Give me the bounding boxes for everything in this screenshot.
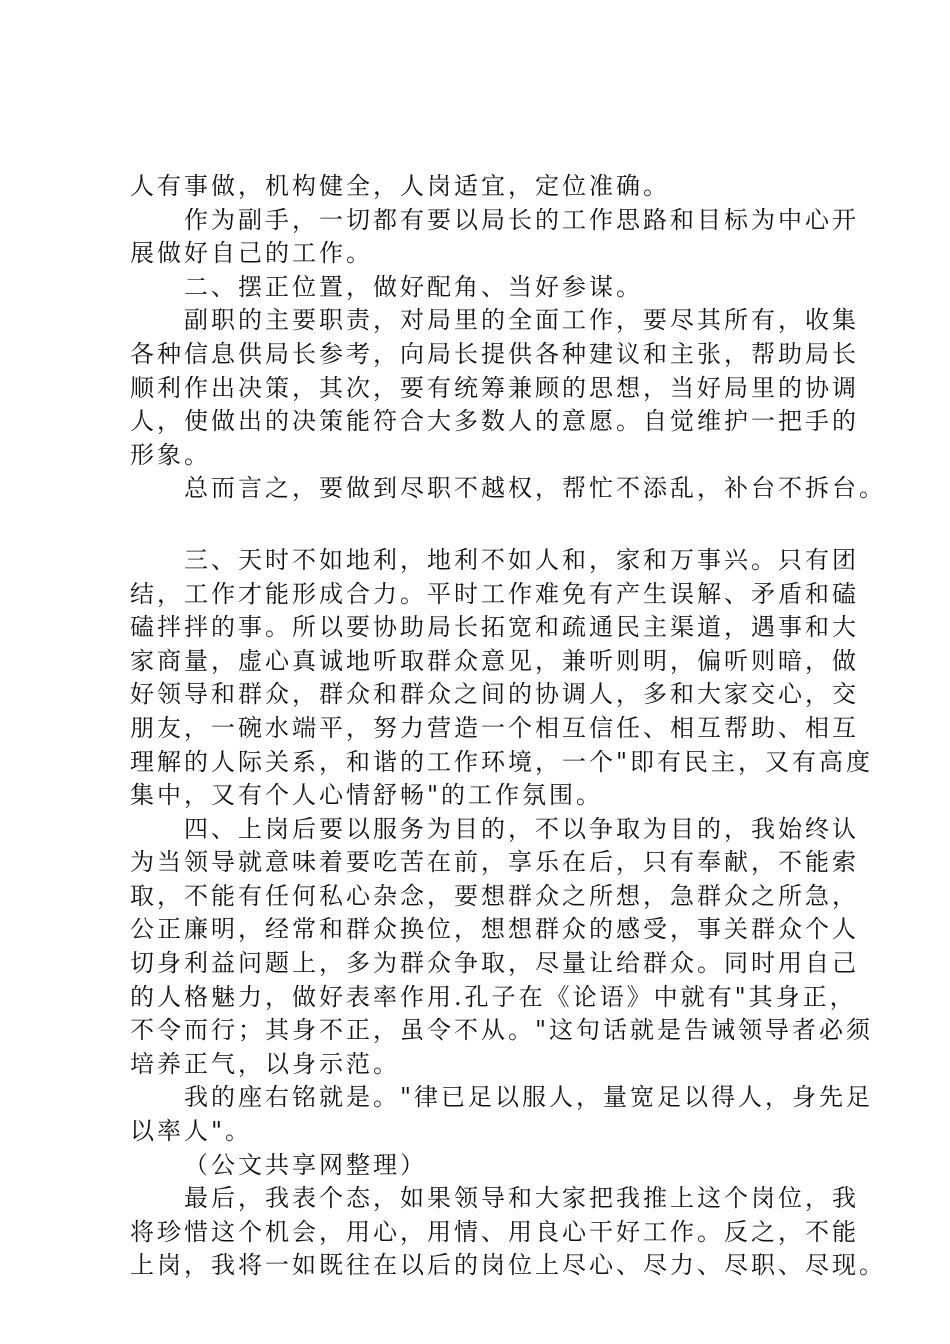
text-line: 作为副手，一切都有要以局长的工作思路和目标为中心开 <box>184 205 859 234</box>
paragraph-gap <box>130 506 835 544</box>
text-line: 顺利作出决策，其次，要有统筹兼顾的思想，当好局里的协调 <box>130 373 859 402</box>
section-heading: 三、天时不如地利，地利不如人和，家和万事兴。只有团 <box>184 545 859 574</box>
text-line: 好领导和群众，群众和群众之间的协调人，多和大家交心，交 <box>130 680 859 709</box>
text-line: 公正廉明，经常和群众换位，想想群众的感受，事关群众个人 <box>130 915 859 944</box>
document-body <box>130 170 886 1283</box>
text-line: 家商量，虚心真诚地听取群众意见，兼听则明，偏听则暗，做 <box>130 646 859 675</box>
text-line: 各种信息供局长参考，向局长提供各种建议和主张，帮助局长 <box>130 339 859 368</box>
text-line: 朋友，一碗水端平，努力营造一个相互信任、相互帮助、相互 <box>130 713 859 742</box>
text-line: 切身利益问题上，多为群众争取，尽量让给群众。同时用自己 <box>130 949 859 978</box>
text-line: 我的座右铭就是。"律已足以服人，量宽足以得人，身先足 <box>184 1083 874 1112</box>
text-line: 最后，我表个态，如果领导和大家把我推上这个岗位，我 <box>184 1184 859 1213</box>
text-line: 为当领导就意味着要吃苦在前，享乐在后，只有奉献，不能索 <box>130 848 859 877</box>
text-line: 结，工作才能形成合力。平时工作难免有产生误解、矛盾和磕 <box>130 579 859 608</box>
text-line: 磕拌拌的事。所以要协助局长拓宽和疏通民主渠道，遇事和大 <box>130 613 859 642</box>
text-line: 集中，又有个人心情舒畅"的工作氛围。 <box>130 781 604 810</box>
text-line: 总而言之，要做到尽职不越权，帮忙不添乱，补台不拆台。 <box>184 474 886 503</box>
text-line: 不令而行；其身不正，虽令不从。"这句话就是告诫领导者必须 <box>130 1016 874 1045</box>
text-line: 展做好自己的工作。 <box>130 239 373 268</box>
text-line: 以率人"。 <box>130 1117 253 1146</box>
text-line: 培养正气，以身示范。 <box>130 1049 400 1078</box>
text-line: 人有事做，机构健全，人岗适宜，定位准确。 <box>130 172 670 200</box>
text-line: 上岗，我将一如既往在以后的岗位上尽心、尽力、尽职、尽现。 <box>130 1251 886 1280</box>
section-heading: 四、上岗后要以服务为目的，不以争取为目的，我始终认 <box>184 814 859 843</box>
text-line: 副职的主要职责，对局里的全面工作，要尽其所有，收集 <box>184 306 859 335</box>
text-line: 形象。 <box>130 440 211 469</box>
text-line: 理解的人际关系，和谐的工作环境，一个"即有民主，又有高度 <box>130 747 874 776</box>
source-note: （公文共享网整理） <box>184 1150 427 1179</box>
text-line: 的人格魅力，做好表率作用.孔子在《论语》中就有"其身正， <box>130 982 857 1011</box>
text-line: 取，不能有任何私心杂念，要想群众之所想，急群众之所急， <box>130 881 859 910</box>
text-line: 人，使做出的决策能符合大多数人的意愿。自觉维护一把手的 <box>130 407 859 436</box>
text-line: 将珍惜这个机会，用心，用情、用良心干好工作。反之，不能 <box>130 1217 859 1246</box>
section-heading: 二、摆正位置，做好配角、当好参谋。 <box>184 272 643 301</box>
